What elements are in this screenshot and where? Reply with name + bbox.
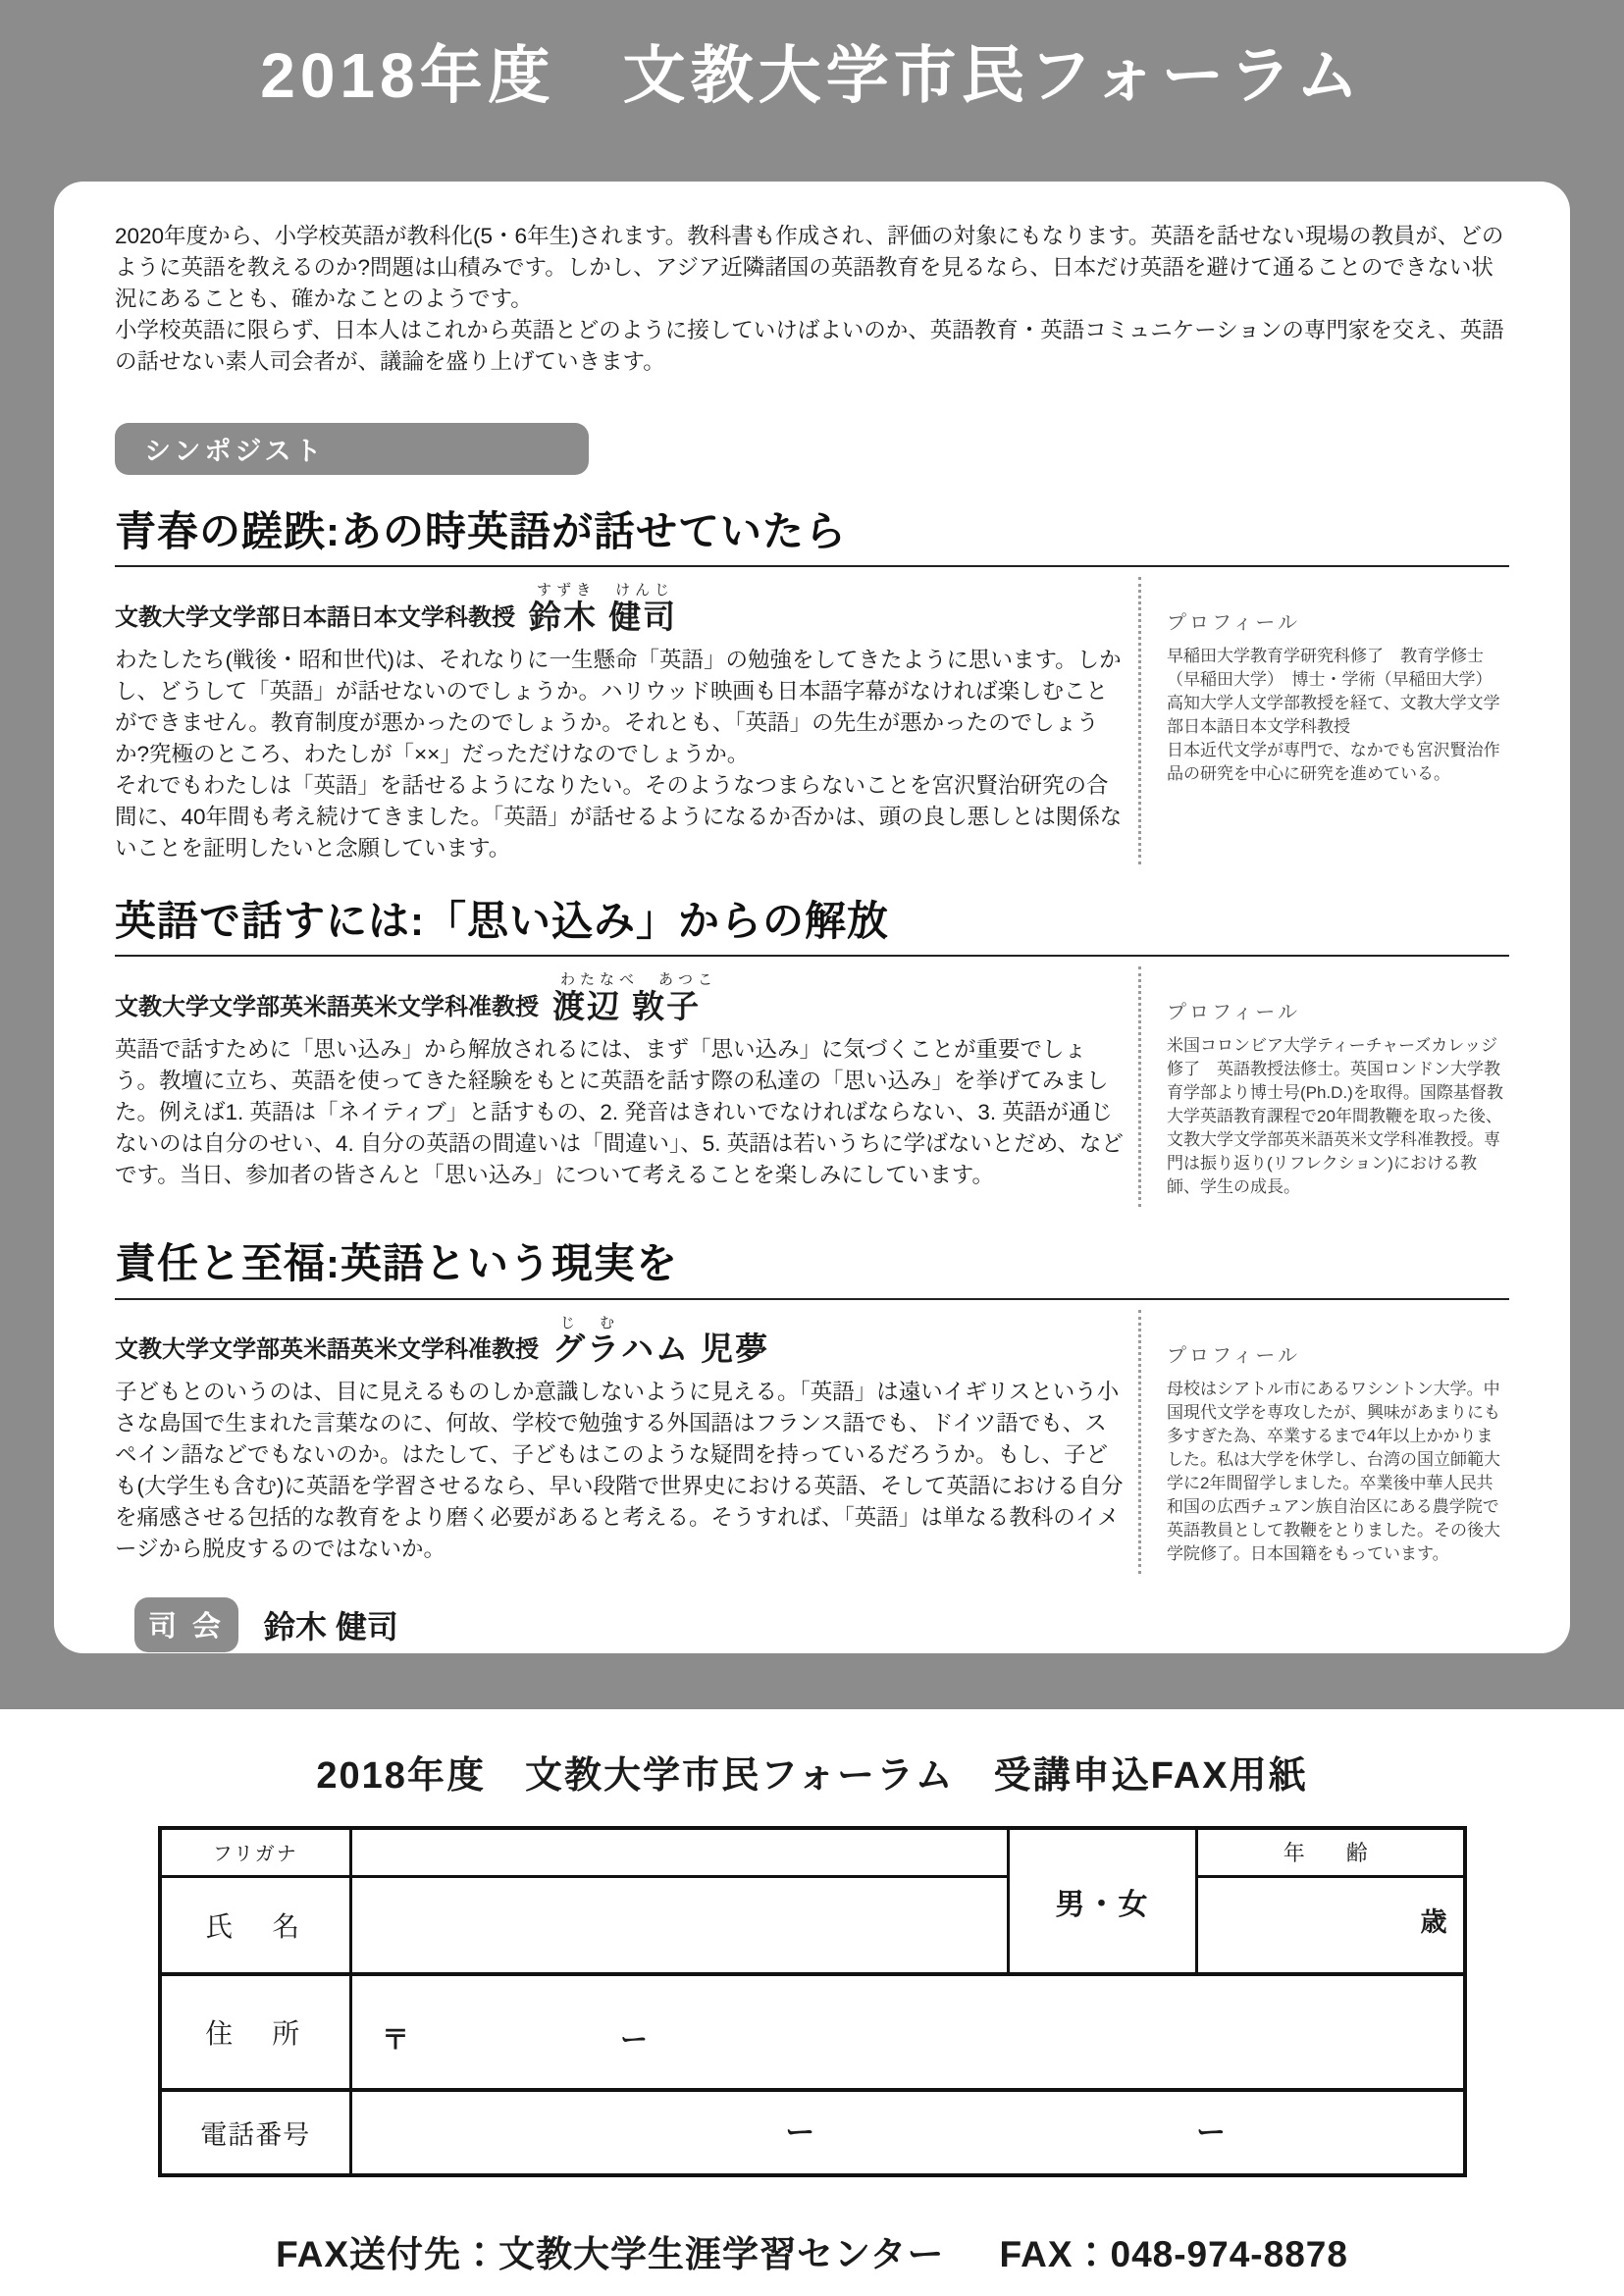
section-3-rule bbox=[115, 1298, 1509, 1300]
speaker-furigana: すずき けんじ bbox=[537, 582, 675, 600]
intro-block bbox=[115, 221, 1509, 378]
moderator-name: 鈴木 健司 bbox=[264, 1608, 398, 1644]
section-1-row bbox=[115, 577, 1509, 864]
section-1-title: 青春の蹉跌:あの時英語が話せていたら bbox=[115, 508, 847, 554]
moderator-badge: 司 会 bbox=[134, 1597, 238, 1652]
section-2-rule bbox=[115, 955, 1509, 957]
phone-input-cell bbox=[351, 2090, 1465, 2175]
section-1-paragraph-2: それでもわたしは「英語」を話せるようになりたい。そのようなつまらないことを宮沢賢治研究の合間に、40年間も考え続けてきました。「英語」が話せるようになるか否かは、頭の良し悪しとは関係ないことを証明したいと念願しています。 bbox=[115, 773, 1123, 861]
fax-application-table bbox=[158, 1826, 1467, 2177]
fax-form-section bbox=[0, 1709, 1624, 2277]
section-1 bbox=[115, 508, 1509, 864]
section-2-paragraph-1: 英語で話すために「思い込み」から解放されるには、まず「思い込み」に気づくことが重要でしょう。教壇に立ち、英語を使ってきた経験をもとに英語を話す際の私達の「思い込み」を挙げてみました。例えば1. 英語は「ネイティブ」と話すもの、2. 発音はきれいでなければならない、3. 英語が通じないのは自分のせい、4. 自分の英語の間違いは「間違い」、5. 英語は若いうちに学ばないとだめ、などです。当日、参加者の皆さんと「思い込み」について考えることを楽しみにしています。 bbox=[115, 1037, 1124, 1188]
section-2-profile-column bbox=[1138, 966, 1509, 1207]
section-1-profile-line-2: 高知大学人文学部教授を経て、文教大学文学部日本語日本文学科教授 bbox=[1167, 694, 1500, 737]
speaker-furigana: わたなべ あつこ bbox=[560, 971, 718, 989]
speaker-name: 渡辺 敦子 bbox=[552, 987, 702, 1024]
furigana-row bbox=[160, 1828, 1465, 1876]
phone-label-cell: 電話番号 bbox=[160, 2090, 351, 2175]
speaker-affiliation: 文教大学文学部英米語英米文学科准教授 bbox=[115, 993, 539, 1020]
section-3 bbox=[115, 1240, 1509, 1573]
section-3-profile-line-1: 母校はシアトル市にあるワシントン大学。中国現代文学を専攻したが、興味があまりにも多すぎた為、卒業するまで4年以上かかりました。私は大学を休学し、台湾の国立師範大学に2年間留学しました。卒業後中華人民共和国の広西チュアン族自治区にある農学院で英語教員として教鞭をとりました。その後大学院修了。日本国籍をもっています。 bbox=[1167, 1379, 1500, 1563]
profile-label: プロフィール bbox=[1167, 1344, 1300, 1367]
speaker-name-block bbox=[529, 583, 677, 635]
section-2-row bbox=[115, 966, 1509, 1207]
symposist-badge: シンポジスト bbox=[115, 423, 589, 475]
phone-dash-1: ー bbox=[785, 2115, 815, 2149]
speaker-furigana: じ む bbox=[560, 1314, 620, 1331]
section-2-title: 英語で話すには:「思い込み」からの解放 bbox=[115, 898, 889, 945]
speaker-affiliation: 文教大学文学部日本語日本文学科教授 bbox=[115, 603, 515, 631]
profile-label: プロフィール bbox=[1167, 1002, 1300, 1024]
phone-row bbox=[160, 2090, 1465, 2175]
section-1-profile-column bbox=[1138, 577, 1509, 864]
section-1-paragraph-1: わたしたち(戦後・昭和世代)は、それなりに一生懸命「英語」の勉強をしてきたように思います。しかし、どうして「英語」が話せないのでしょうか。ハリウッド映画も日本語字幕がなければ楽しむことができません。教育制度が悪かったのでしょうか。それとも、「英語」の先生が悪かったのでしょうか?究極のところ、わたしが「××」だっただけなのでしょうか。 bbox=[115, 648, 1122, 767]
fax-footer bbox=[0, 2224, 1624, 2277]
page-title: 2018年度 文教大学市民フォーラム bbox=[260, 40, 1364, 111]
gender-cell: 男・女 bbox=[1009, 1828, 1197, 1974]
section-1-speaker bbox=[115, 583, 1126, 635]
section-2 bbox=[115, 898, 1509, 1207]
section-2-speaker bbox=[115, 972, 1126, 1024]
address-row bbox=[160, 1974, 1465, 2090]
profile-label: プロフィール bbox=[1167, 612, 1300, 635]
name-row bbox=[160, 1876, 1465, 1974]
section-3-main-column bbox=[115, 1310, 1138, 1574]
section-1-profile-line-3: 日本近代文学が専門で、なかでも宮沢賢治作品の研究を中心に研究を進めている。 bbox=[1167, 741, 1500, 784]
name-label-cell: 氏 名 bbox=[160, 1876, 351, 1974]
section-1-rule bbox=[115, 565, 1509, 567]
postal-dash: ー bbox=[620, 2024, 649, 2055]
section-3-profile-column bbox=[1138, 1310, 1509, 1574]
section-2-main-column bbox=[115, 966, 1138, 1207]
section-3-title: 責任と至福:英語という現実を bbox=[115, 1240, 678, 1287]
furigana-label-cell: フリガナ bbox=[160, 1828, 351, 1876]
speaker-name: グラハム 児夢 bbox=[552, 1331, 770, 1368]
phone-dash-2: ー bbox=[1195, 2115, 1226, 2149]
content-card bbox=[54, 182, 1570, 1653]
moderator-row bbox=[134, 1597, 1509, 1652]
age-unit-label: 歳 bbox=[1420, 1907, 1447, 1938]
section-3-speaker bbox=[115, 1316, 1126, 1368]
speaker-name-block bbox=[552, 972, 717, 1024]
age-input-cell bbox=[1197, 1876, 1465, 1974]
speaker-affiliation: 文教大学文学部英米語英米文学科准教授 bbox=[115, 1336, 539, 1364]
section-3-paragraph-1: 子どもとのいうのは、目に見えるものしか意識しないように見える。「英語」は遠いイギリスという小さな島国で生まれた言葉なのに、何故、学校で勉強する外国語はフランス語でも、ドイツ語でも、スペイン語などでもないのか。はたして、子どもはこのような疑問を持っているだろうか。もし、子ども(大学生も含む)に英語を学習させるなら、早い段階で世界史における英語、そして英語における自分を痛感させる包括的な教育をより磨く必要があると考える。そうすれば、「英語」は単なる教科のイメージから脱皮するのではないか。 bbox=[115, 1380, 1124, 1562]
intro-paragraph-2: 小学校英語に限らず、日本人はこれから英語とどのように接していけばよいのか、英語教育・英語コミュニケーションの専門家を交え、英語の話せない素人司会者が、議論を盛り上げていきます。 bbox=[115, 318, 1504, 374]
address-label-cell: 住 所 bbox=[160, 1974, 351, 2090]
section-3-row bbox=[115, 1310, 1509, 1574]
postal-line bbox=[352, 2007, 1463, 2058]
name-input-cell bbox=[351, 1876, 1009, 1974]
postal-mark: 〒 bbox=[382, 2024, 410, 2055]
speaker-name-block bbox=[552, 1316, 769, 1368]
address-input-cell bbox=[351, 1974, 1465, 2090]
fax-number: FAX：048-974-8878 bbox=[999, 2234, 1348, 2274]
section-2-profile-line-1: 米国コロンビア大学ティーチャーズカレッジ修了 英語教授法修士。英国ロンドン大学教育学部より博士号(Ph.D.)を取得。国際基督教大学英語教育課程で20年間教鞭を取った後、文教大学文学部英米語英米文学科准教授。専門は振り返り(リフレクション)における教師、学生の成長。 bbox=[1167, 1036, 1503, 1197]
age-header-cell: 年 齢 bbox=[1197, 1828, 1465, 1876]
furigana-input-cell bbox=[351, 1828, 1009, 1876]
fax-destination: FAX送付先：文教大学生涯学習センター bbox=[276, 2234, 945, 2274]
speaker-name: 鈴木 健司 bbox=[529, 598, 678, 635]
fax-form-title: 2018年度 文教大学市民フォーラム 受講申込FAX用紙 bbox=[316, 1755, 1308, 1797]
intro-paragraph-1: 2020年度から、小学校英語が教科化(5・6年生)されます。教科書も作成され、評価の対象にもなります。英語を話せない現場の教員が、どのように英語を教えるのか?問題は山積みです。しかし、アジア近隣諸国の英語教育を見るなら、日本だけ英語を避けて通ることのできない状況にあることも、確かなことのようです。 bbox=[115, 224, 1504, 311]
section-1-profile-line-1: 早稲田大学教育学研究科修了 教育学修士（早稲田大学） 博士・学術（早稲田大学） bbox=[1167, 647, 1493, 690]
section-1-main-column bbox=[115, 577, 1138, 864]
